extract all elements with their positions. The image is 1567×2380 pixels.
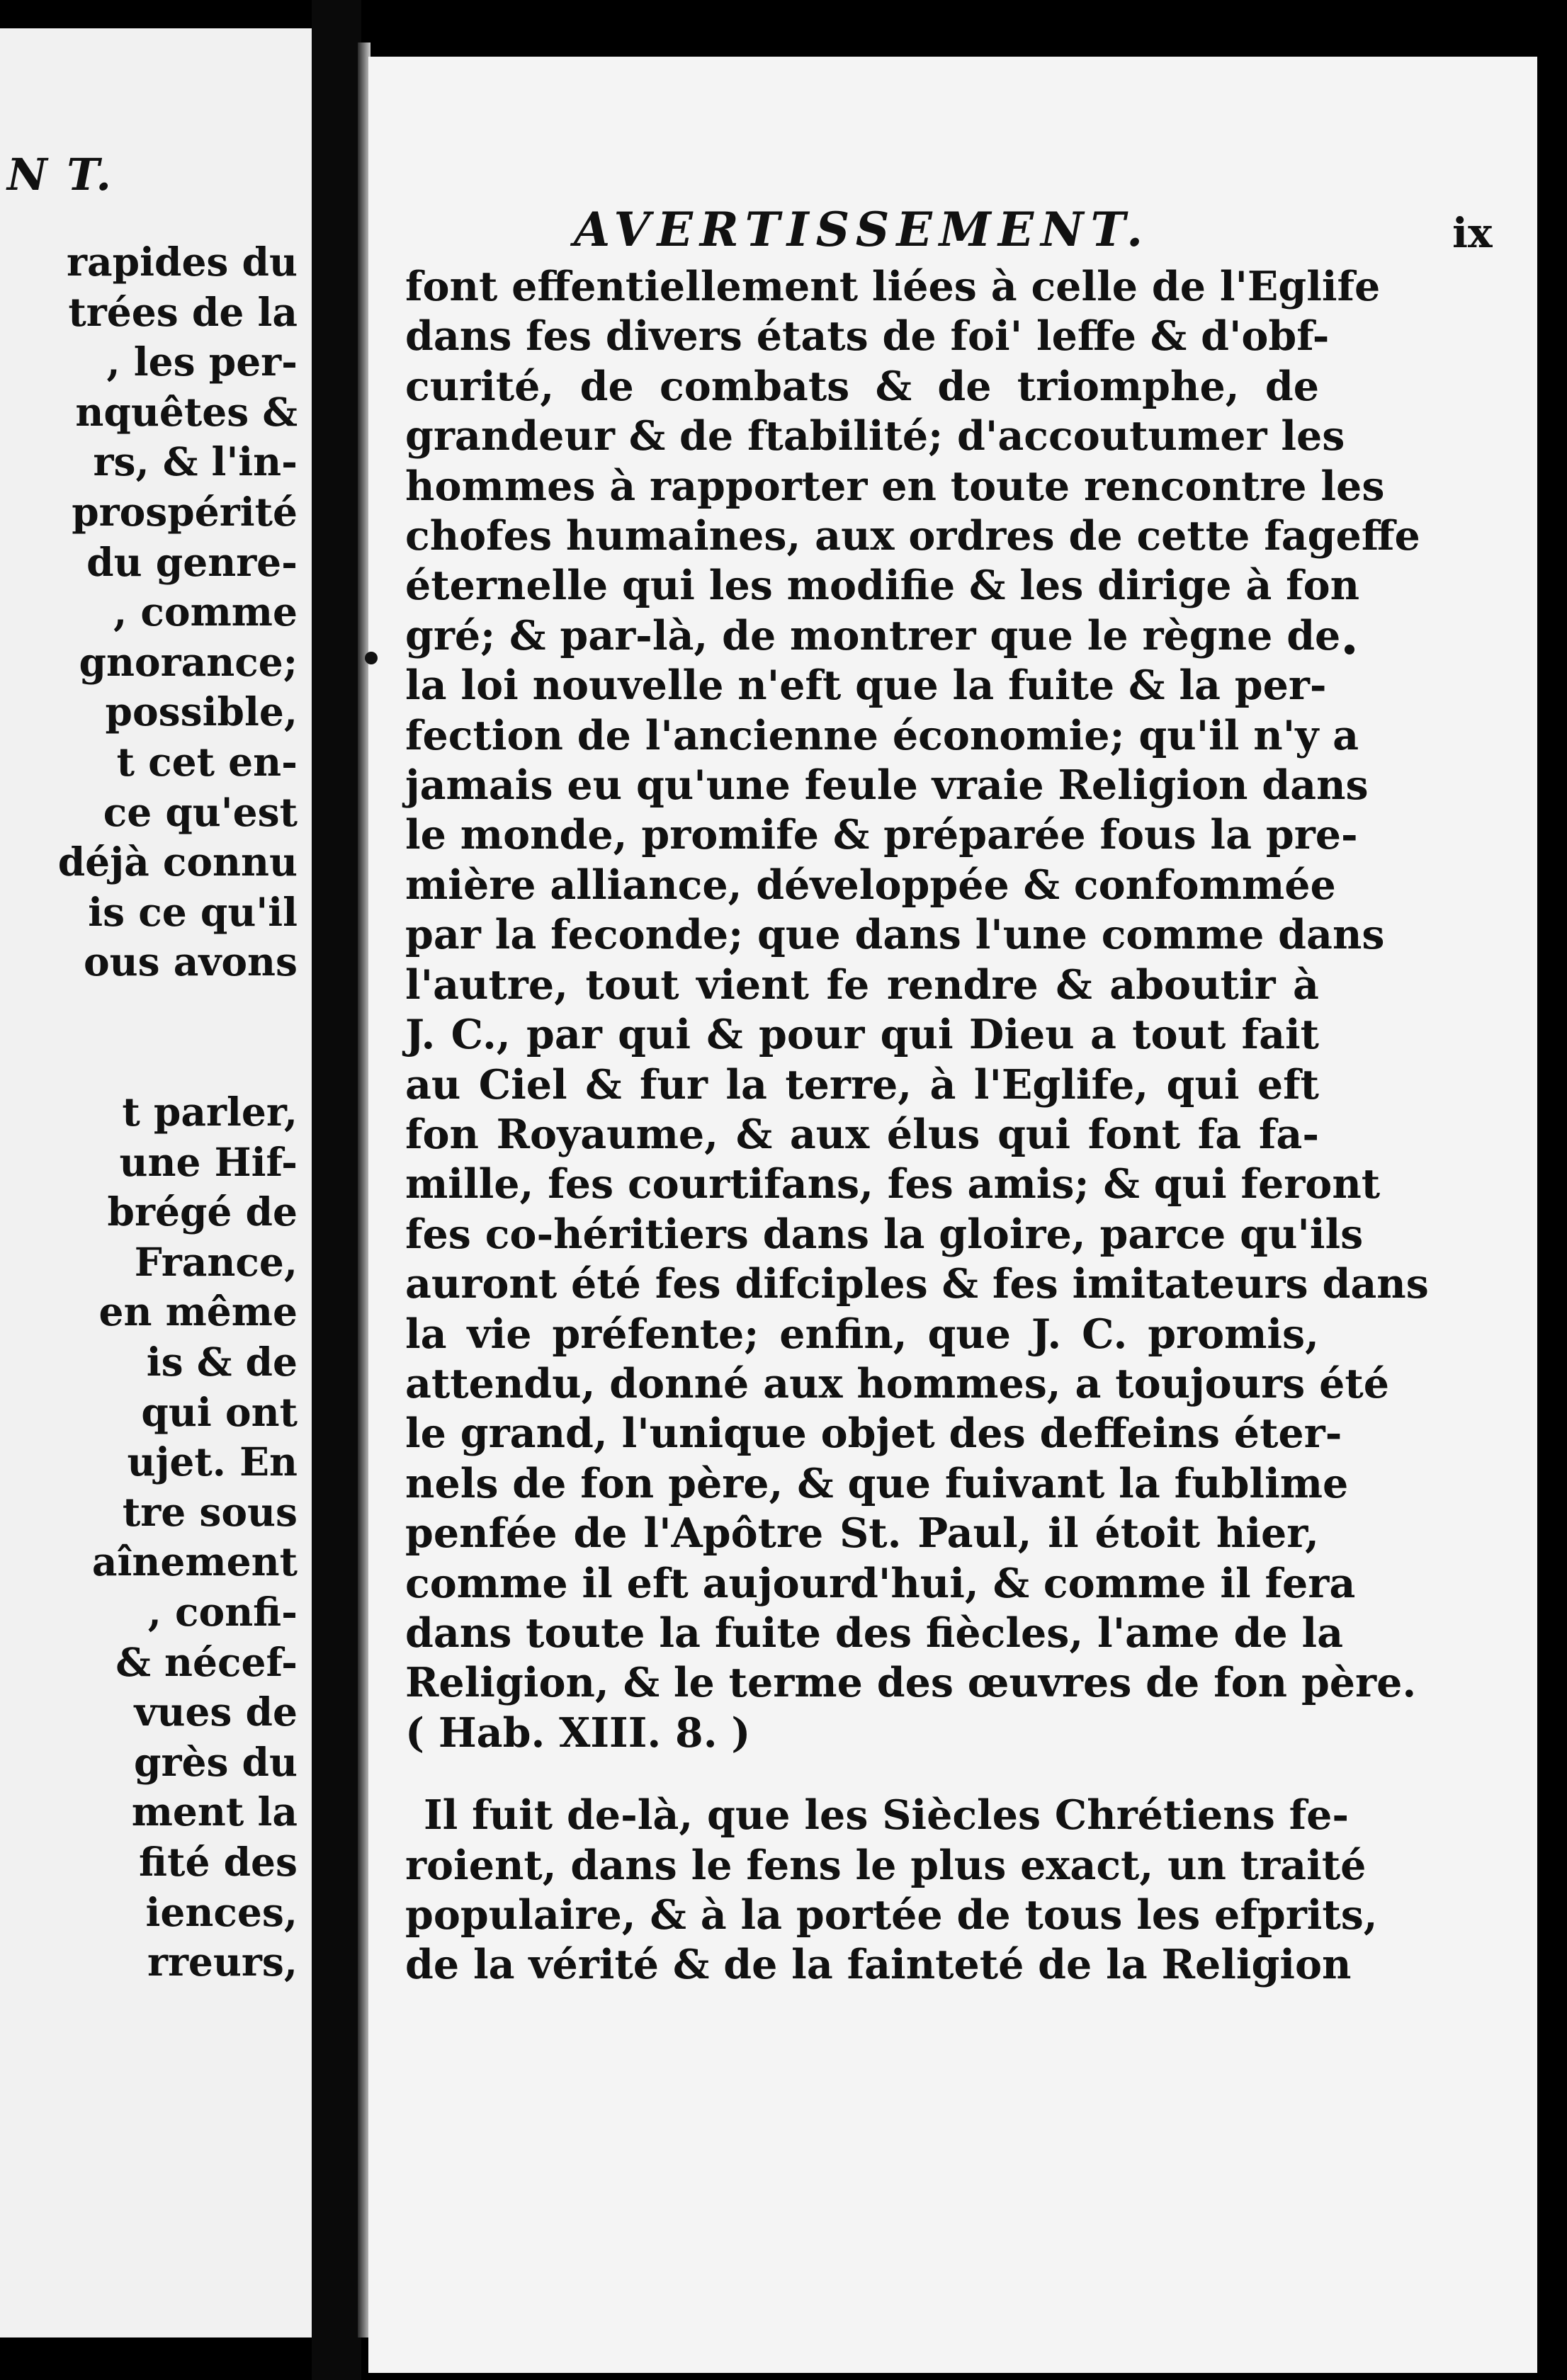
text-line: jamais eu qu'une feule vraie Religion dans — [405, 761, 1369, 810]
left-text-line: , comme — [113, 589, 298, 635]
text-line: populaire, & à la portée de tous les efprits, — [405, 1891, 1378, 1939]
text-line: dans fes divers états de foi' leffe & d'obf- — [405, 312, 1330, 361]
left-text-line: iences, — [145, 1888, 298, 1935]
text-line: la vie préfente; enfin, que J. C. promis, — [405, 1310, 1319, 1358]
left-text-line: France, — [134, 1238, 298, 1285]
left-text-line: ment la — [131, 1789, 298, 1835]
left-text-line: , les per- — [106, 339, 298, 385]
running-head: AVERTISSEMENT. — [574, 202, 1150, 257]
left-text-line: aînement — [91, 1538, 298, 1585]
left-text-line: & nécef- — [115, 1638, 298, 1685]
text-line: Il fuit de-là, que les Siècles Chrétiens fe- — [424, 1791, 1350, 1840]
left-text-line: fité des — [139, 1839, 298, 1885]
left-text-line: une Hif- — [119, 1138, 298, 1185]
text-line: nels de fon père, & que fuivant la fublime — [405, 1459, 1349, 1507]
body-text — [405, 262, 1429, 1990]
left-text-line: is & de — [146, 1339, 298, 1386]
text-line: par la feconde; que dans l'une comme dans — [405, 911, 1385, 959]
text-line: la loi nouvelle n'eft que la fuite & la per- — [405, 662, 1327, 710]
right-page — [368, 57, 1537, 2373]
text-line: fon Royaume, & aux élus qui font fa fa- — [405, 1110, 1319, 1158]
text-line: dans toute la fuite des fiècles, l'ame de la — [405, 1609, 1344, 1657]
left-text-line: vues de — [134, 1689, 298, 1735]
text-line: penfée de l'Apôtre St. Paul, il étoit hier, — [405, 1509, 1319, 1558]
left-text-line: trées de la — [68, 288, 298, 335]
left-text-line: rapides du — [67, 239, 298, 285]
text-line: ( Hab. XIII. 8. ) — [405, 1708, 751, 1757]
text-line: comme il eft aujourd'hui, & comme il fera — [405, 1559, 1356, 1607]
left-page-header: N T. — [7, 149, 113, 200]
text-line: auront été fes difciples & fes imitateurs dans — [405, 1260, 1429, 1308]
left-text-line: qui ont — [141, 1388, 298, 1435]
left-text-line: t parler, — [122, 1089, 298, 1135]
left-text-line: déjà connu — [57, 839, 298, 885]
text-line: au Ciel & fur la terre, à l'Eglife, qui eft — [405, 1060, 1319, 1109]
text-line: roient, dans le fens le plus exact, un traité — [405, 1841, 1367, 1889]
left-text-line: en même — [98, 1288, 298, 1335]
left-page-text — [0, 237, 298, 1988]
text-line: grandeur & de ftabilité; d'accoutumer les — [405, 412, 1345, 460]
ink-speck — [1345, 645, 1354, 654]
left-text-line: tre sous — [122, 1488, 298, 1535]
paragraph-gap — [405, 1758, 1319, 1791]
text-line: le grand, l'unique objet des deffeins éter- — [405, 1410, 1342, 1458]
left-text-line: ous avons — [83, 939, 298, 985]
text-line: font effentiellement liées à celle de l'Eglife — [405, 263, 1381, 310]
left-text-line: ce qu'est — [103, 788, 298, 835]
ink-speck — [365, 652, 378, 664]
text-line: éternelle qui les modifie & les dirige à fon — [405, 562, 1360, 610]
left-text-line: brégé de — [107, 1189, 298, 1235]
left-text-line: possible, — [105, 688, 298, 735]
page-number: ix — [1452, 209, 1493, 257]
text-line: attendu, donné aux hommes, a toujours été — [405, 1359, 1389, 1407]
text-line: de la vérité & de la fainteté de la Religion — [405, 1941, 1352, 1989]
left-page — [0, 28, 312, 2338]
text-line: l'autre, tout vient fe rendre & aboutir à — [405, 960, 1319, 1009]
left-text-line: prospérité — [72, 488, 298, 535]
left-text-line: rreurs, — [147, 1939, 298, 1985]
text-line: mière alliance, développée & confommée — [405, 861, 1336, 909]
text-line: le monde, promife & préparée fous la pre- — [405, 811, 1358, 859]
text-line: J. C., par qui & pour qui Dieu a tout fait — [405, 1011, 1319, 1059]
left-text-line — [0, 1038, 298, 1088]
text-line: fection de l'ancienne économie; qu'il n'y a — [405, 711, 1359, 759]
left-text-line: grès du — [134, 1738, 298, 1785]
left-text-line: du genre- — [86, 538, 298, 585]
book-gutter — [312, 0, 361, 2380]
left-text-line: , confi- — [147, 1589, 298, 1636]
left-text-line: ujet. En — [127, 1439, 298, 1485]
text-line: chofes humaines, aux ordres de cette fageffe — [405, 512, 1420, 560]
left-text-line: gnorance; — [79, 638, 298, 685]
left-text-line: rs, & l'in- — [93, 438, 298, 485]
left-text-line: nquêtes & — [75, 388, 298, 435]
text-line: Religion, & le terme des œuvres de fon père. — [405, 1659, 1417, 1707]
left-text-line: is ce qu'il — [88, 888, 298, 935]
text-line: hommes à rapporter en toute rencontre les — [405, 462, 1385, 510]
text-line: fes co-héritiers dans la gloire, parce qu'ils — [405, 1210, 1364, 1258]
text-line: mille, fes courtifans, fes amis; & qui feront — [405, 1160, 1381, 1208]
text-line: gré; & par-là, de montrer que le règne de — [405, 611, 1341, 659]
text-line: curité, de combats & de triomphe, de — [405, 362, 1319, 410]
left-text-line — [0, 987, 298, 1038]
left-text-line: t cet en- — [116, 738, 298, 785]
